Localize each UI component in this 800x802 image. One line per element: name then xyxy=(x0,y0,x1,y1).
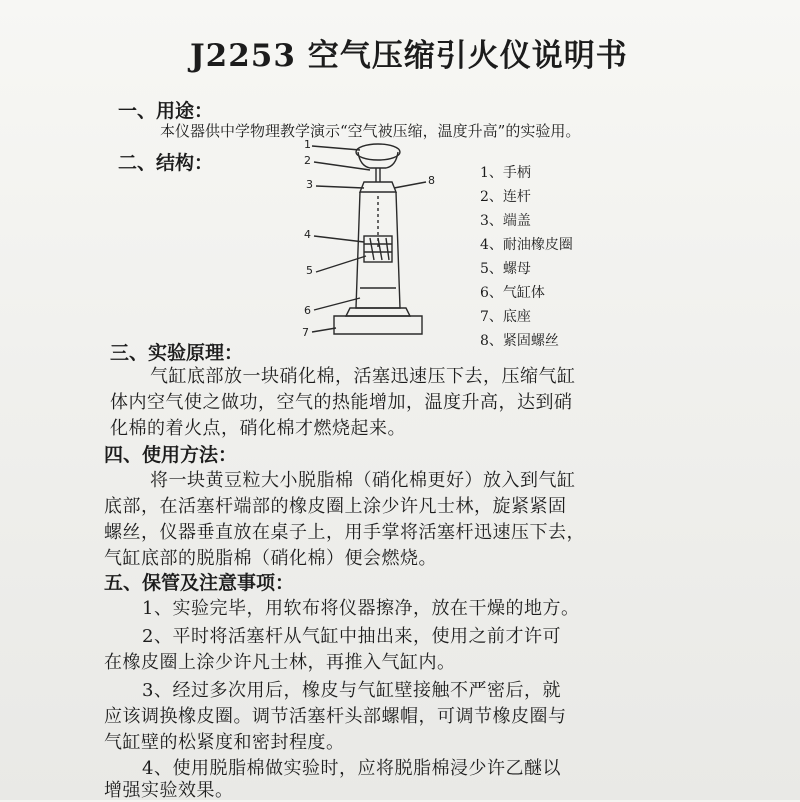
diagram-label-5: 5 xyxy=(306,264,313,277)
parts-list-item: 6、气缸体 xyxy=(480,285,545,301)
section-usage-heading: 四、使用方法： xyxy=(104,444,238,466)
section-care-line: 在橡皮圈上涂少许凡士林，再推入气缸内。 xyxy=(104,652,456,673)
apparatus-diagram xyxy=(290,138,450,348)
diagram-label-6: 6 xyxy=(304,304,311,317)
parts-list-item: 8、紧固螺丝 xyxy=(480,333,559,349)
diagram-label-7: 7 xyxy=(302,326,309,339)
diagram-label-4: 4 xyxy=(304,228,311,241)
section-care-line: 气缸壁的松紧度和密封程度。 xyxy=(104,732,345,753)
diagram-label-1: 1 xyxy=(304,138,311,151)
section-care-line: 3、经过多次用后，橡皮与气缸壁接触不严密后，就 xyxy=(142,680,561,701)
section-care-line: 2、平时将活塞杆从气缸中抽出来，使用之前才许可 xyxy=(142,626,561,647)
diagram-label-8: 8 xyxy=(428,174,435,187)
section-care-line: 4、使用脱脂棉做实验时，应将脱脂棉浸少许乙醚以 xyxy=(142,758,561,779)
section-care-line: 1、实验完毕，用软布将仪器擦净，放在干燥的地方。 xyxy=(142,598,580,619)
section-principle-line: 气缸底部放一块硝化棉，活塞迅速压下去，压缩气缸 xyxy=(150,366,576,387)
section-care-line: 增强实验效果。 xyxy=(104,780,234,801)
section-usage-line: 将一块黄豆粒大小脱脂棉（硝化棉更好）放入到气缸 xyxy=(150,470,576,491)
section-structure-heading: 二、结构： xyxy=(118,152,214,174)
section-care-heading: 五、保管及注意事项： xyxy=(104,572,295,594)
section-usage-line: 螺丝，仪器垂直放在桌子上，用手掌将活塞杆迅速压下去， xyxy=(104,522,585,543)
section-principle-line: 化棉的着火点，硝化棉才燃烧起来。 xyxy=(110,418,406,439)
section-principle-heading: 三、实验原理： xyxy=(110,342,244,364)
parts-list-item: 2、连杆 xyxy=(480,189,531,205)
apparatus-drawing xyxy=(290,138,450,348)
section-usage-line: 气缸底部的脱脂棉（硝化棉）便会燃烧。 xyxy=(104,548,437,569)
diagram-label-2: 2 xyxy=(304,154,311,167)
parts-list-item: 1、手柄 xyxy=(480,165,531,181)
section-principle-line: 体内空气使之做功，空气的热能增加，温度升高，达到硝 xyxy=(110,392,573,413)
parts-list-item: 5、螺母 xyxy=(480,261,531,277)
parts-list-item: 3、端盖 xyxy=(480,213,531,229)
section-usage-line: 底部，在活塞杆端部的橡皮圈上涂少许凡士林，旋紧紧固 xyxy=(104,496,567,517)
parts-list-item: 7、底座 xyxy=(480,309,531,325)
section-care-line: 应该调换橡皮圈。调节活塞杆头部螺帽，可调节橡皮圈与 xyxy=(104,706,567,727)
section-purpose-text: 本仪器供中学物理教学演示“空气被压缩，温度升高”的实验用。 xyxy=(160,122,581,140)
section-purpose-heading: 一、用途： xyxy=(118,100,214,122)
document-title: J2253 空气压缩引火仪说明书 xyxy=(190,38,628,74)
diagram-label-3: 3 xyxy=(306,178,313,191)
parts-list-item: 4、耐油橡皮圈 xyxy=(480,237,573,253)
